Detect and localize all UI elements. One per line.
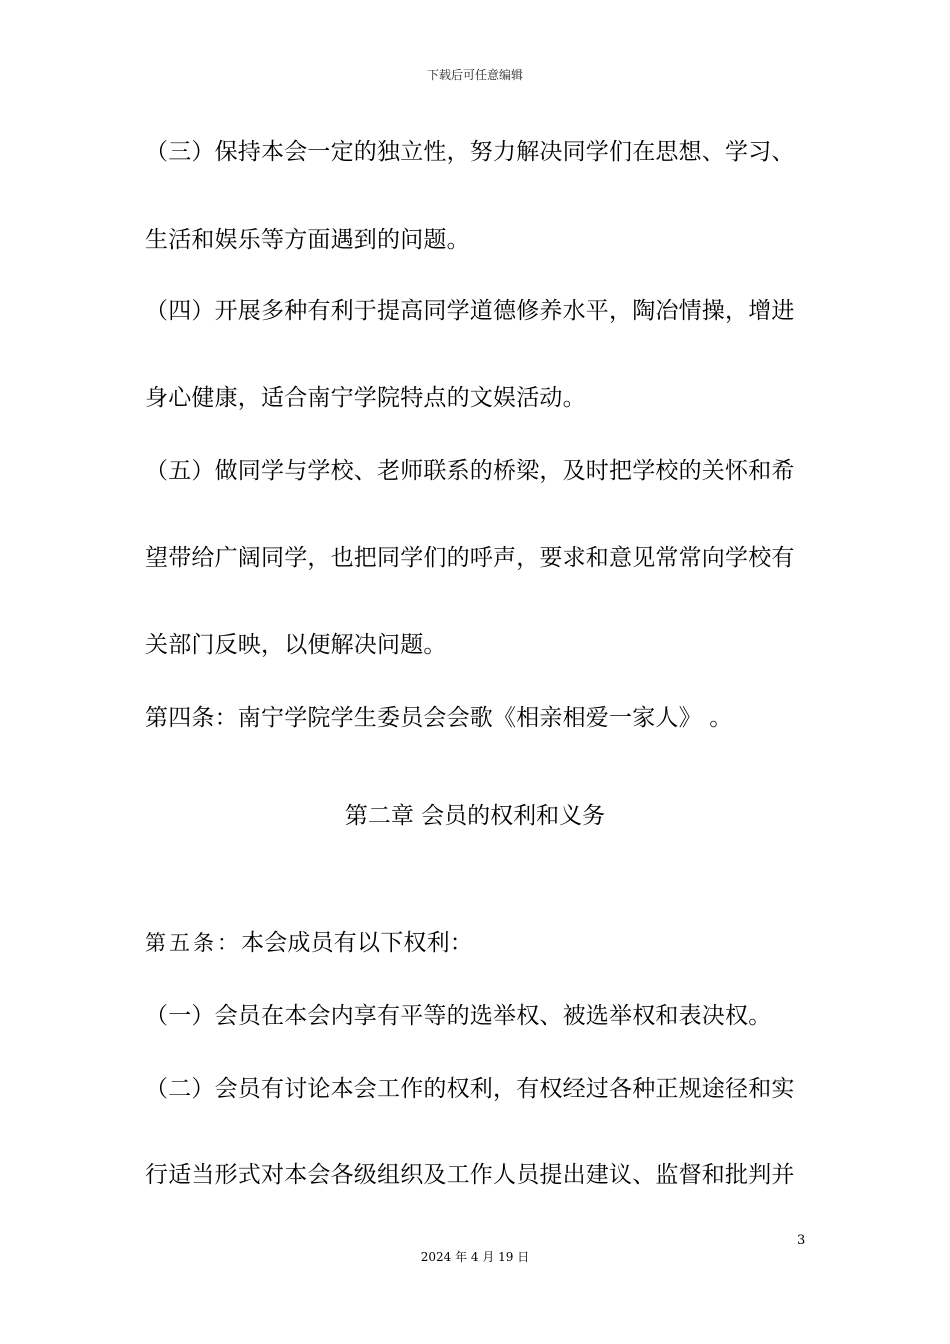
paragraph-4-line-1: （四）开展多种有利于提高同学道德修养水平，陶冶情操，增进 <box>145 298 795 324</box>
article-5-text: 本会成员有以下权利： <box>241 930 473 956</box>
paragraph-5-line-2: 望带给广阔同学，也把同学们的呼声，要求和意见常常向学校有 <box>145 545 795 571</box>
paragraph-3-line-2: 生活和娱乐等方面遇到的问题。 <box>145 227 470 253</box>
footer-date: 2024 年 4 月 19 日 <box>420 1250 530 1264</box>
rights-item-2-line-2: 行适当形式对本会各级组织及工作人员提出建议、监督和批判并 <box>145 1162 795 1188</box>
article-5-label: 第五条： <box>145 931 241 955</box>
paragraph-5-line-1: （五）做同学与学校、老师联系的桥梁，及时把学校的关怀和希 <box>145 458 795 484</box>
rights-item-2-line-1: （二）会员有讨论本会工作的权利，有权经过各种正规途径和实 <box>145 1076 795 1102</box>
article-5 <box>145 928 473 958</box>
page-header: 下载后可任意编辑 <box>426 68 523 82</box>
page-number: 3 <box>797 1233 806 1248</box>
paragraph-5-line-3: 关部门反映，以便解决问题。 <box>145 632 447 658</box>
chapter-2-heading: 第二章 会员的权利和义务 <box>344 803 606 829</box>
rights-item-1: （一）会员在本会内享有平等的选举权、被选举权和表决权。 <box>145 1003 772 1029</box>
paragraph-4-line-2: 身心健康，适合南宁学院特点的文娱活动。 <box>145 385 586 411</box>
article-4: 第四条：南宁学院学生委员会会歌《相亲相爱一家人》 。 <box>145 705 733 731</box>
paragraph-3-line-1: （三）保持本会一定的独立性，努力解决同学们在思想、学习、 <box>145 139 795 165</box>
